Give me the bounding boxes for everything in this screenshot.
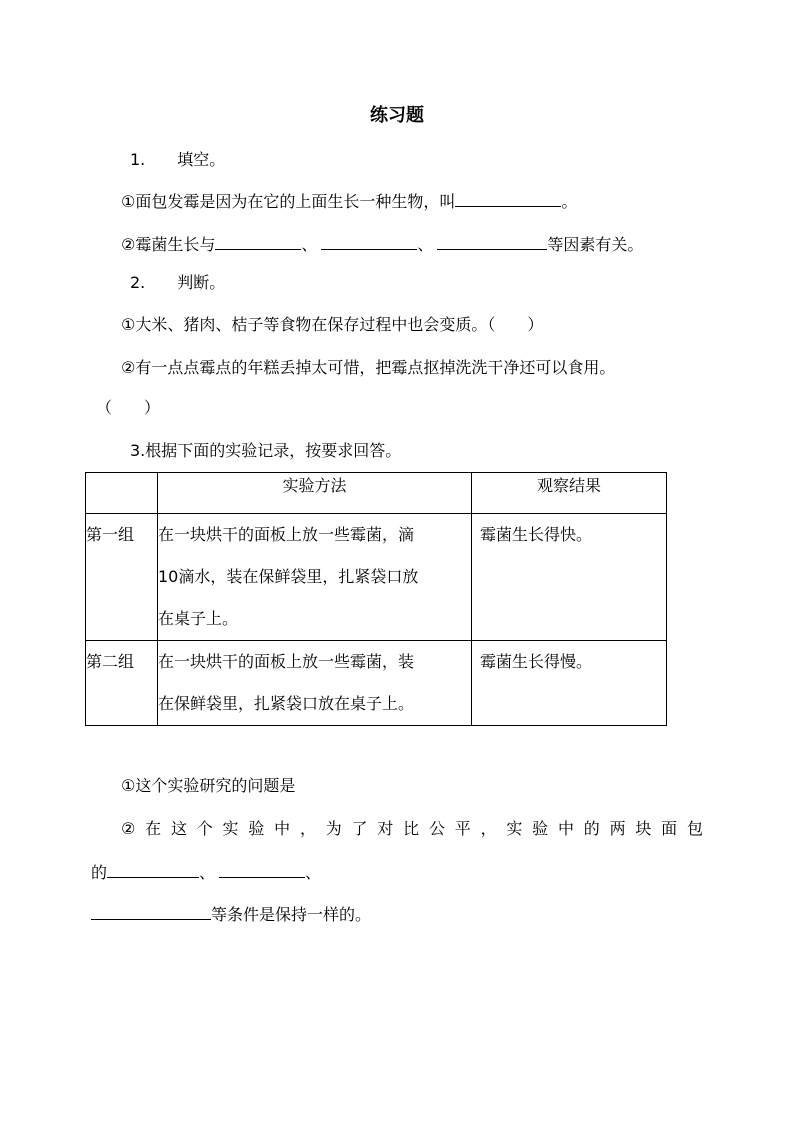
- table-row: [86, 641, 667, 726]
- q3-sub2-line1: ②在这个实验中，为了对比公平，实验中的两块面包: [121, 819, 703, 838]
- group-label: 第二组: [86, 641, 158, 726]
- group-label: 第一组: [86, 514, 158, 641]
- q3-sub2-prefix: 的: [91, 863, 108, 882]
- method-line: 在一块烘干的面板上放一些霉菌，滴: [158, 525, 415, 544]
- q1-heading: 1. 填空。: [130, 150, 226, 169]
- q1-item1-text: ①面包发霉是因为在它的上面生长一种生物，叫: [121, 192, 456, 211]
- q1-item2-blank-1[interactable]: [215, 232, 301, 250]
- q1-item2-text: ②霉菌生长与: [121, 235, 216, 254]
- q1-item2-sep-2: 、: [417, 235, 434, 254]
- q3-heading: 3.根据下面的实验记录，按要求回答。: [130, 441, 402, 460]
- q1-item1-suffix: 。: [561, 192, 578, 211]
- table-header-cell: [86, 473, 158, 514]
- q1-item2: [121, 232, 643, 256]
- method-line: 10滴水，装在保鲜袋里，扎紧袋口放: [158, 567, 419, 586]
- result-cell: 霉菌生长得快。: [472, 514, 667, 641]
- q3-sub2-sep-2: 、: [305, 863, 322, 882]
- q3-sub2-line2: [91, 860, 321, 884]
- method-cell: [158, 641, 472, 726]
- q3-sub2-blank-3[interactable]: [91, 902, 211, 920]
- experiment-table: [85, 472, 667, 726]
- q3-sub2-blank-2[interactable]: [219, 860, 305, 878]
- q1-item2-suffix: 等因素有关。: [547, 235, 644, 254]
- q3-sub2-line3: [91, 902, 371, 926]
- q2-item2: ②有一点点霉点的年糕丢掉太可惜，把霉点抠掉洗洗干净还可以食用。: [121, 358, 616, 377]
- q1-item2-blank-2[interactable]: [321, 232, 417, 250]
- q3-sub2-suffix: 等条件是保持一样的。: [211, 905, 372, 924]
- q3-sub2-sep-1: 、: [199, 863, 216, 882]
- q2-item2-answer-paren[interactable]: （ ）: [96, 398, 161, 417]
- q2-heading: 2. 判断。: [130, 273, 226, 292]
- q1-item2-sep-1: 、: [301, 235, 318, 254]
- method-line: 在一块烘干的面板上放一些霉菌，装: [158, 652, 415, 671]
- table-row: [86, 514, 667, 641]
- method-cell: [158, 514, 472, 641]
- table-header-row: [86, 473, 667, 514]
- q1-item2-blank-3[interactable]: [437, 232, 547, 250]
- q1-item1: [121, 189, 577, 213]
- q2-item1: ①大米、猪肉、桔子等食物在保存过程中也会变质。（ ）: [121, 315, 544, 334]
- q1-item1-blank[interactable]: [455, 189, 561, 207]
- page-title: 练习题: [370, 105, 424, 126]
- table-header-cell: 实验方法: [158, 473, 472, 514]
- table-header-cell: 观察结果: [472, 473, 667, 514]
- method-line: 在桌子上。: [158, 609, 239, 628]
- q3-sub2-blank-1[interactable]: [107, 860, 199, 878]
- method-line: 在保鲜袋里，扎紧袋口放在桌子上。: [158, 694, 415, 713]
- result-cell: 霉菌生长得慢。: [472, 641, 667, 726]
- q3-sub1: ①这个实验研究的问题是: [121, 776, 296, 795]
